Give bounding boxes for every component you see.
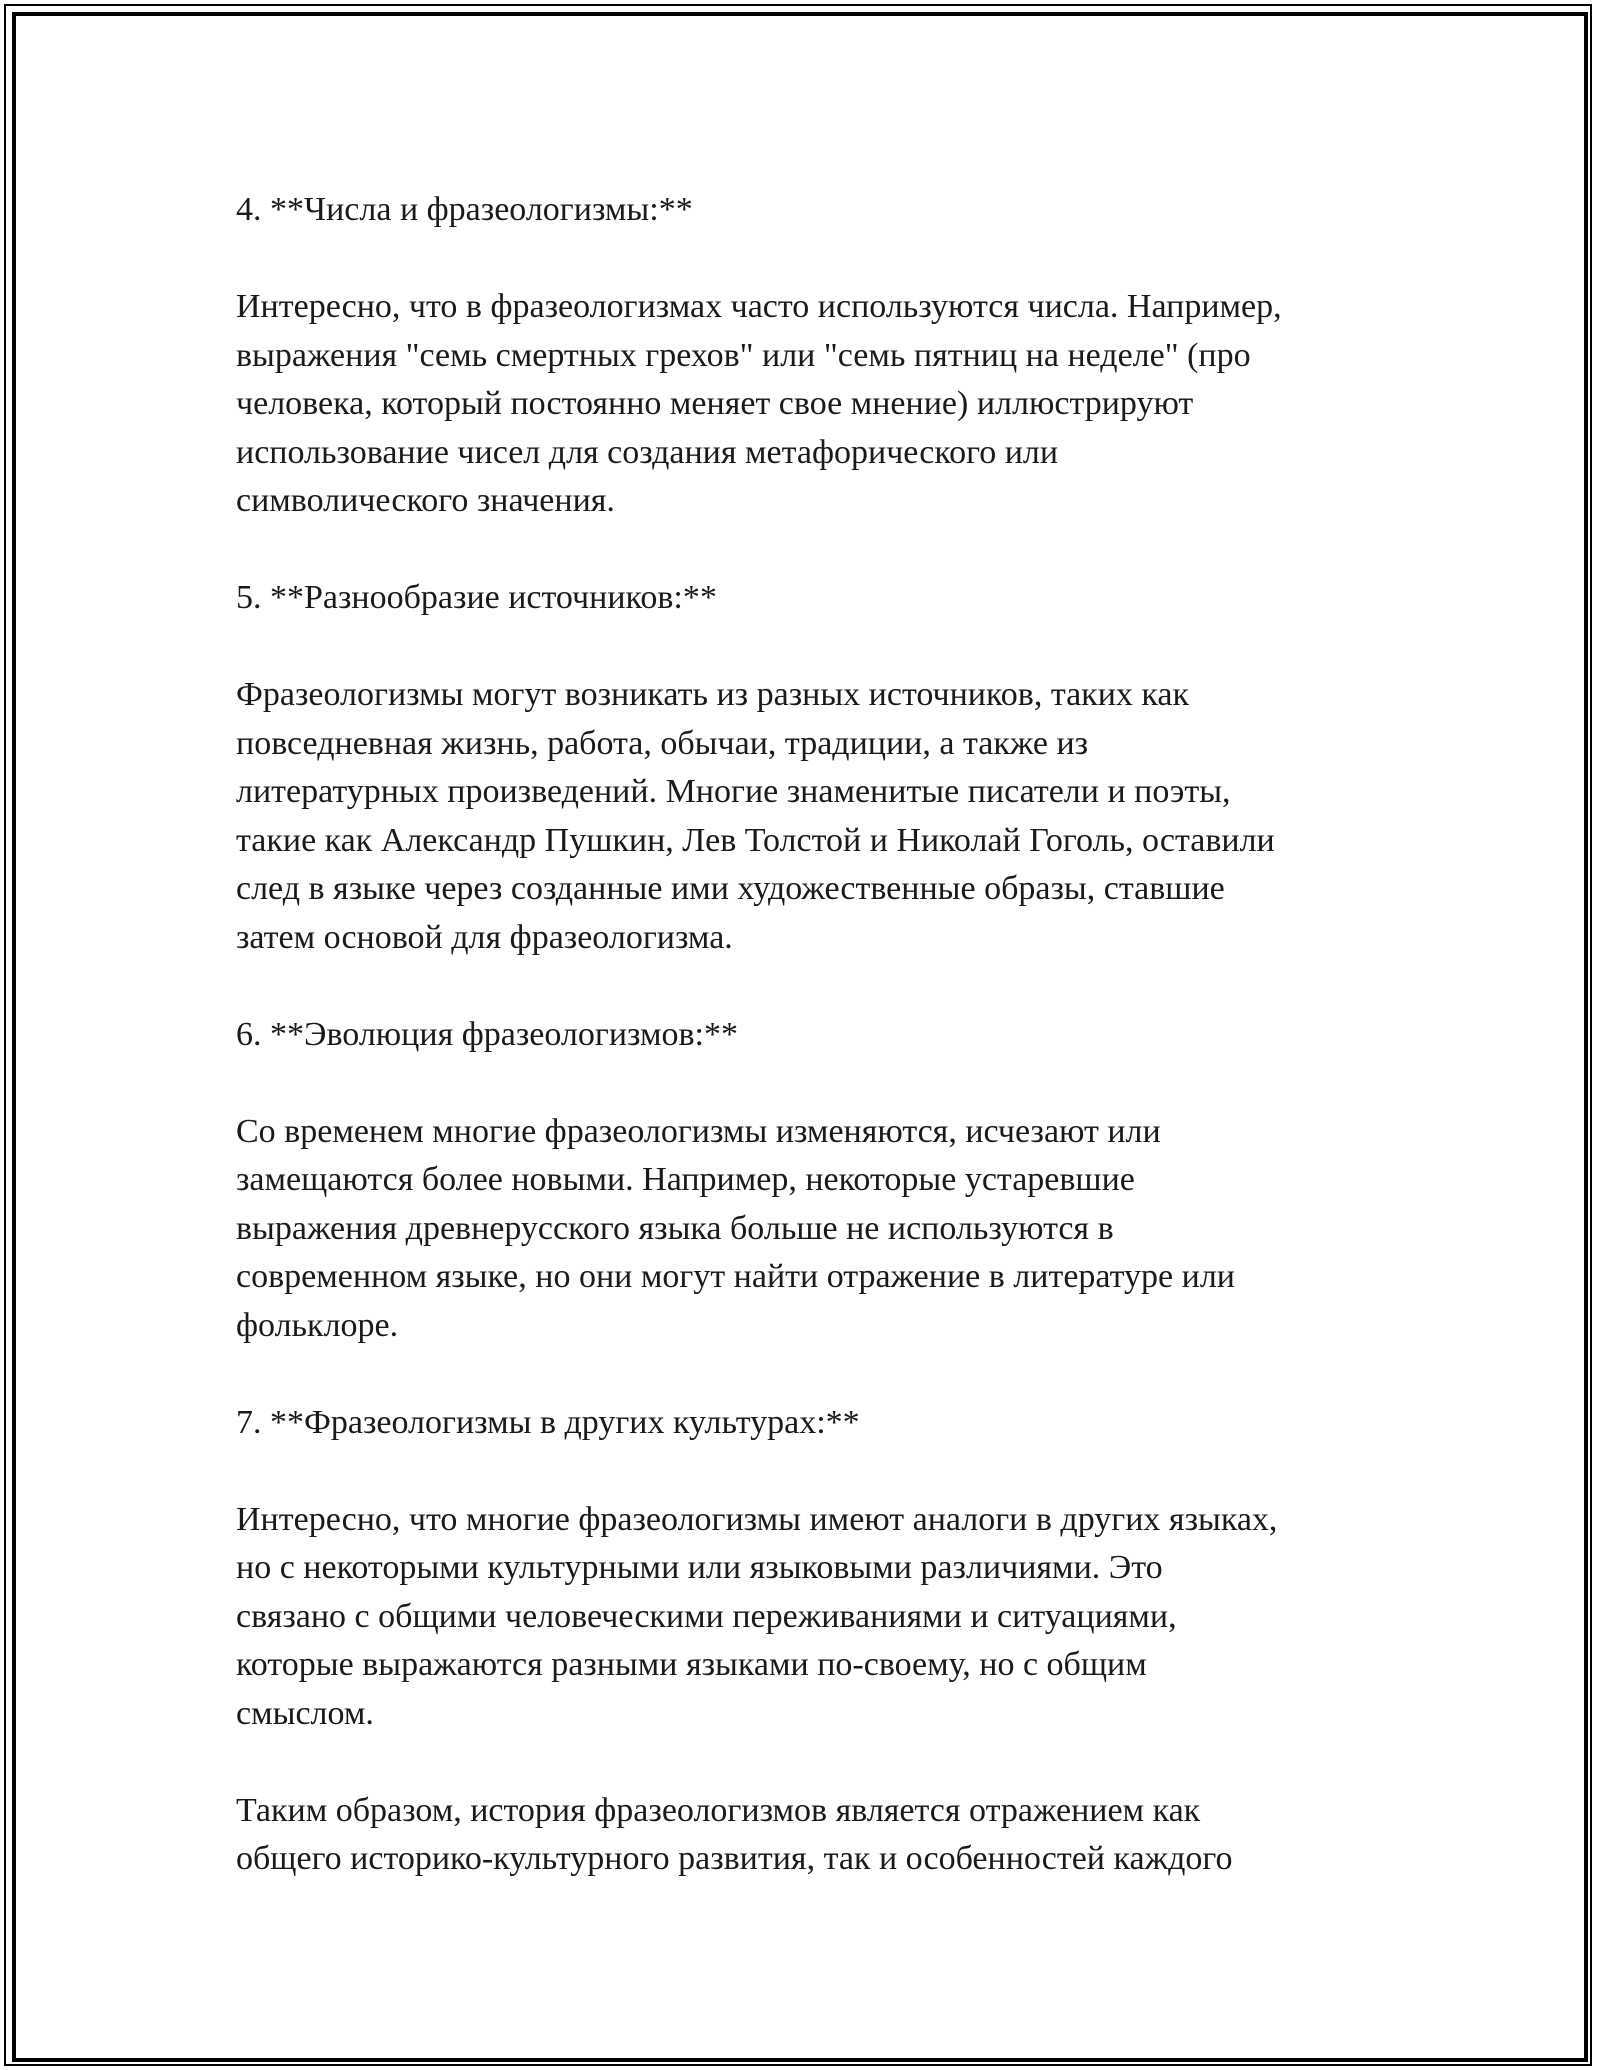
- paragraph-line: Таким образом, история фразеологизмов является отражением как: [236, 1791, 1201, 1829]
- paragraph-line: Интересно, что в фразеологизмах часто используются числа. Например,: [236, 288, 1282, 325]
- paragraph-line: выражения древнерусского языка больше не используются в: [236, 1209, 1114, 1247]
- section-heading: 5. **Разнообразие источников:**: [236, 579, 717, 616]
- section-heading: 7. **Фразеологизмы в других культурах:**: [236, 1403, 860, 1441]
- paragraph-line: Со временем многие фразеологизмы изменяются, исчезают или: [236, 1112, 1161, 1150]
- paragraph-line: но с некоторыми культурными или языковыми различиями. Это: [236, 1549, 1163, 1586]
- paragraph-line: такие как Александр Пушкин, Лев Толстой и Николай Гоголь, оставили: [236, 821, 1275, 859]
- conclusion-paragraph: [236, 1787, 1416, 1884]
- section-paragraph: [236, 1496, 1416, 1739]
- section-other-cultures: [236, 1399, 1416, 1787]
- paragraph-line: след в языке через созданные ими художественные образы, ставшие: [236, 870, 1225, 907]
- section-paragraph: [236, 283, 1416, 526]
- paragraph-line: затем основой для фразеологизма.: [236, 918, 733, 956]
- section-paragraph: [236, 1108, 1416, 1351]
- paragraph-line: современном языке, но они могут найти отражение в литературе или: [236, 1258, 1235, 1295]
- paragraph-line: Интересно, что многие фразеологизмы имеют аналоги в других языках,: [236, 1500, 1278, 1538]
- section-numbers: [236, 186, 1416, 574]
- section-paragraph: [236, 671, 1416, 962]
- paragraph-line: повседневная жизнь, работа, обычаи, традиции, а также из: [236, 724, 1089, 762]
- paragraph-line: замещаются более новыми. Например, некоторые устаревшие: [236, 1161, 1135, 1198]
- section-heading: 6. **Эволюция фразеологизмов:**: [236, 1015, 738, 1053]
- paragraph-line: фольклоре.: [236, 1306, 399, 1344]
- paragraph-line: выражения "семь смертных грехов" или "семь пятниц на неделе" (про: [236, 336, 1251, 374]
- section-heading: 4. **Числа и фразеологизмы:**: [236, 191, 693, 228]
- paragraph-line: человека, который постоянно меняет свое мнение) иллюстрируют: [236, 385, 1194, 422]
- paragraph-line: литературных произведений. Многие знаменитые писатели и поэты,: [236, 773, 1231, 810]
- paragraph-line: общего историко-культурного развития, так и особенностей каждого: [236, 1840, 1233, 1877]
- paragraph-line: Фразеологизмы могут возникать из разных источников, таких как: [236, 676, 1190, 713]
- paragraph-line: использование чисел для создания метафорического или: [236, 433, 1059, 471]
- paragraph-line: связано с общими человеческими переживаниями и ситуациями,: [236, 1597, 1177, 1635]
- paragraph-line: смыслом.: [236, 1694, 374, 1732]
- paragraph-line: которые выражаются разными языками по-своему, но с общим: [236, 1646, 1147, 1683]
- paragraph-line: символического значения.: [236, 482, 615, 519]
- document-body: [236, 186, 1416, 1884]
- section-sources: [236, 574, 1416, 1011]
- section-evolution: [236, 1011, 1416, 1399]
